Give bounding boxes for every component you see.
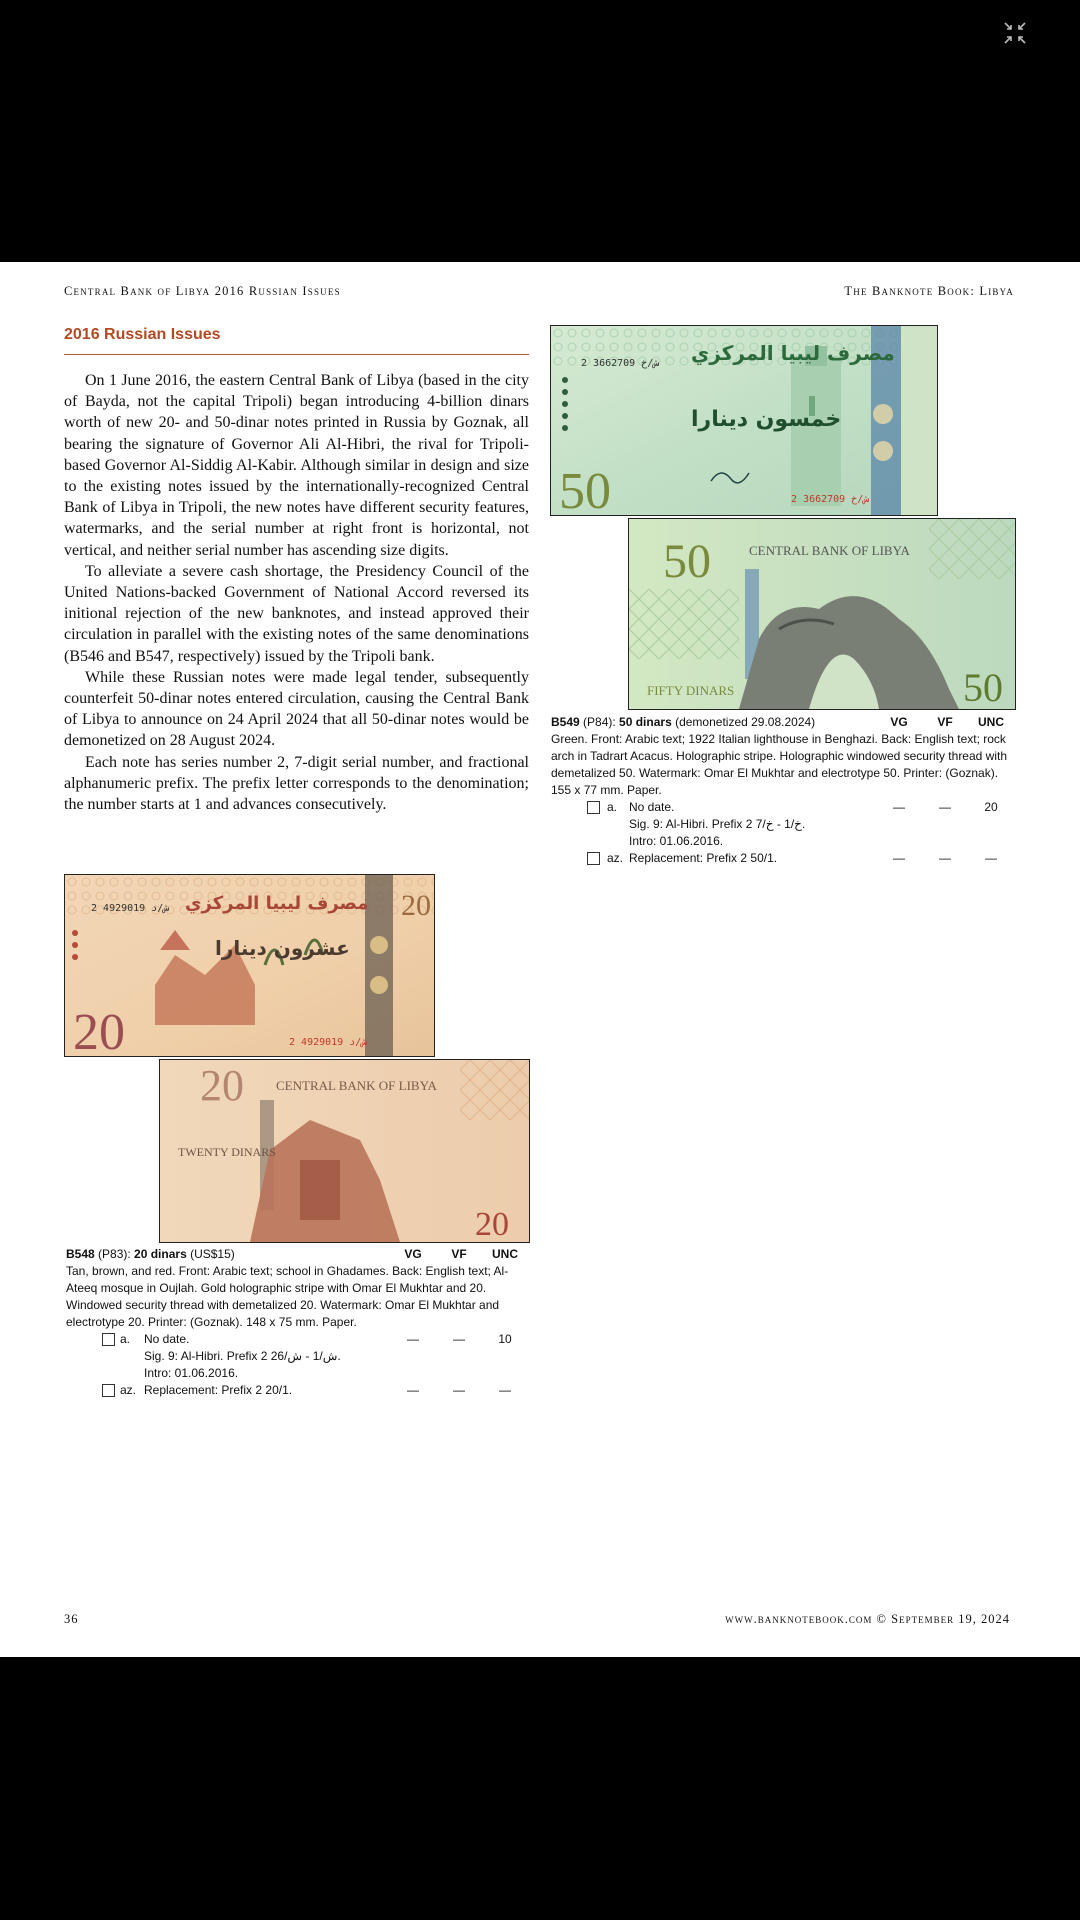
exit-fullscreen-icon xyxy=(1002,20,1028,46)
banknote-20-front xyxy=(64,874,435,1057)
variety-values xyxy=(390,1382,528,1399)
variety-detail xyxy=(66,1365,528,1382)
denomination-arabic: خمسون دينارا xyxy=(691,407,842,432)
variety-label: Replacement: Prefix 2 20/1. xyxy=(144,1383,293,1397)
variety-row xyxy=(551,799,1014,816)
entry-note: (US$15) xyxy=(186,1247,235,1261)
variety-row xyxy=(551,850,1014,867)
grade-header: VG xyxy=(404,1247,422,1261)
denomination-arabic: عشرون دينارا xyxy=(215,936,350,960)
value-vg: — xyxy=(893,800,905,814)
catalog-description: Tan, brown, and red. Front: Arabic text; school in Ghadames. Back: English text; Al-Ateeq mosque in Oujlah. Gold holographic stripe with Omar El Mukhtar and 20. Windowed security thread with demetalized 20. Watermark: Omar El Mukhtar and electrotype 20. Printer: (Goznak). 148 x 75 mm. Paper. xyxy=(66,1264,509,1329)
value-vg: — xyxy=(407,1332,419,1346)
grade-header: VF xyxy=(937,715,953,729)
variety-row xyxy=(66,1331,528,1348)
denomination-numeral: 50 xyxy=(663,535,711,588)
denomination: 50 dinars xyxy=(619,715,672,729)
grade-header: UNC xyxy=(978,715,1004,729)
catalog-description: Green. Front: Arabic text; 1922 Italian lighthouse in Benghazi. Back: English text; rock arch in Tadrart Acacus. Holographic stripe. Holographic windowed security thread with demetalized 50. Watermark: Omar El Mukhtar and electrotype 50. Printer: (Goznak). 155 x 77 mm. Paper. xyxy=(551,732,1008,797)
value-vg: — xyxy=(407,1383,419,1397)
variety-label: Sig. 9: Al-Hibri. Prefix 2 خ/1 - خ/7. xyxy=(629,817,806,831)
catalog-entry-heading xyxy=(66,1246,528,1263)
value-vf: — xyxy=(453,1332,465,1346)
bank-name-english: CENTRAL BANK OF LIBYA xyxy=(276,1078,437,1093)
variety-label: Replacement: Prefix 2 50/1. xyxy=(629,851,778,865)
variety-label: No date. xyxy=(144,1332,190,1346)
denomination-numeral: 20 xyxy=(73,1004,125,1056)
checkbox[interactable] xyxy=(587,852,600,865)
grade-headers xyxy=(876,714,1014,731)
banknote-20-back xyxy=(159,1059,530,1243)
bank-name-arabic: مصرف ليبيا المركزي xyxy=(691,341,895,365)
catalog-number: B548 xyxy=(66,1247,95,1261)
denomination-numeral-corner: 20 xyxy=(475,1206,509,1242)
catalog-entry-b548 xyxy=(66,1246,528,1399)
grade-header: VF xyxy=(451,1247,467,1261)
denomination-numeral: 20 xyxy=(200,1061,244,1110)
value-vf: — xyxy=(453,1383,465,1397)
variety-label: Sig. 9: Al-Hibri. Prefix 2 ش/1 - ش/26. xyxy=(144,1349,341,1363)
value-unc: 10 xyxy=(498,1332,512,1346)
banknote-50-back xyxy=(628,518,1016,710)
serial-number-top: 2 ش/خ 3662709 xyxy=(581,358,660,369)
catalog-entry-b549 xyxy=(551,714,1014,867)
denomination-words: TWENTY DINARS xyxy=(178,1145,276,1159)
page-number: 36 xyxy=(64,1612,79,1626)
entry-note: (demonetized 29.08.2024) xyxy=(671,715,816,729)
grade-header: VG xyxy=(890,715,908,729)
section-rule xyxy=(64,354,529,355)
checkbox[interactable] xyxy=(102,1384,115,1397)
value-vf: — xyxy=(939,800,951,814)
body-text xyxy=(64,370,529,815)
bank-name-arabic: مصرف ليبيا المركزي xyxy=(185,893,369,914)
denomination-numeral-corner: 50 xyxy=(963,665,1003,709)
pick-number: (P84): xyxy=(579,715,620,729)
banknote-50-front xyxy=(550,325,938,516)
variety-label: No date. xyxy=(629,800,675,814)
value-vg: — xyxy=(893,851,905,865)
running-header-right: The Banknote Book: Libya xyxy=(844,284,1014,298)
variety-values xyxy=(390,1331,528,1348)
paragraph: Each note has series number 2, 7-digit serial number, and fractional alphanumeric prefix. The prefix letter corresponds to the denomination; the number starts at 1 and advances consecutively. xyxy=(64,753,529,814)
value-unc: 20 xyxy=(984,800,998,814)
value-unc: — xyxy=(985,851,997,865)
variety-label: Intro: 01.06.2016. xyxy=(629,834,724,848)
bank-name-english: CENTRAL BANK OF LIBYA xyxy=(749,543,910,558)
variety-values xyxy=(876,799,1014,816)
footer-copyright: www.banknotebook.com © September 19, 2024 xyxy=(725,1612,1010,1626)
value-unc: — xyxy=(499,1383,511,1397)
catalog-entry-heading xyxy=(551,714,1014,731)
paragraph: To alleviate a severe cash shortage, the Presidency Council of the United Nations-backed Government of National Accord reversed its initional rejection of the new banknotes, and instead approved their circulation in parallel with the existing notes of the same denominations (B546 and B547, respectively) issued by the Tripoli bank. xyxy=(64,562,529,665)
variety-row xyxy=(66,1382,528,1399)
serial-number-top: 2 ش/د 4929019 xyxy=(91,903,170,914)
paragraph: On 1 June 2016, the eastern Central Bank of Libya (based in the city of Bayda, not the capital Tripoli) began introducing 4-billion dinars worth of new 20- and 50-dinar notes printed in Russia by Goznak, all bearing the signature of Governor Ali Al-Hibri, the rival for Tripoli-based Governor Al-Siddig Al-Kabir. Although similar in design and size to the existing notes issued by the internationally-recognized Central Bank of Libya in Tripoli, the new notes have different security features, watermarks, and the serial number at right front is horizontal, not vertical, and neither serial number has ascending size digits. xyxy=(64,372,529,559)
denomination: 20 dinars xyxy=(134,1247,187,1261)
denomination-words: FIFTY DINARS xyxy=(647,683,735,698)
variety-code: a. xyxy=(120,1332,131,1346)
variety-code: az. xyxy=(607,851,624,865)
checkbox[interactable] xyxy=(102,1333,115,1346)
document-page xyxy=(0,262,1080,1657)
variety-code: a. xyxy=(607,800,618,814)
grade-headers xyxy=(390,1246,528,1263)
catalog-number: B549 xyxy=(551,715,580,729)
variety-detail xyxy=(551,816,1014,833)
variety-detail xyxy=(551,833,1014,850)
denomination-numeral: 50 xyxy=(559,463,611,515)
variety-values xyxy=(876,850,1014,867)
grade-header: UNC xyxy=(492,1247,518,1261)
value-vf: — xyxy=(939,851,951,865)
section-title: 2016 Russian Issues xyxy=(64,326,221,343)
exit-fullscreen-button[interactable] xyxy=(1002,20,1028,46)
serial-number-bottom: 2 ش/خ 3662709 xyxy=(791,494,870,505)
serial-number-bottom: 2 ش/د 4929019 xyxy=(289,1037,368,1048)
checkbox[interactable] xyxy=(587,801,600,814)
variety-label: Intro: 01.06.2016. xyxy=(144,1366,239,1380)
denomination-numeral-corner: 20 xyxy=(401,889,431,922)
running-header-left: Central Bank of Libya 2016 Russian Issues xyxy=(64,284,341,298)
pick-number: (P83): xyxy=(94,1247,135,1261)
variety-code: az. xyxy=(120,1383,137,1397)
paragraph: While these Russian notes were made legal tender, subsequently counterfeit 50-dinar notes entered circulation, causing the Central Bank of Libya to announce on 24 April 2024 that all 50-dinar notes would be demonetized on 28 August 2024. xyxy=(64,668,529,750)
variety-detail xyxy=(66,1348,528,1365)
